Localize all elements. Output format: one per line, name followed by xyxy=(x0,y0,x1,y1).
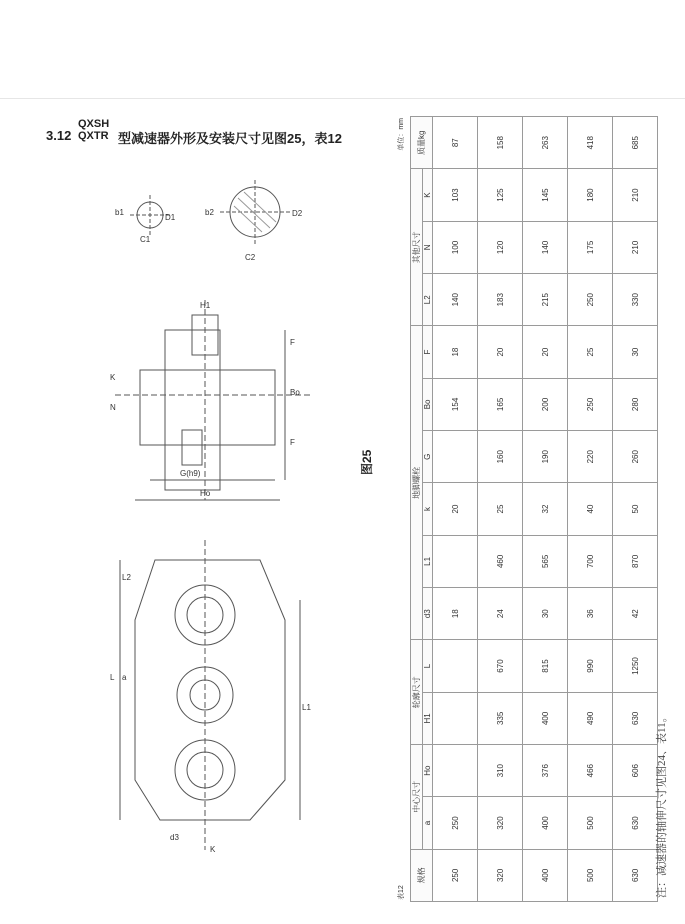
anchor-header: 地脚螺栓 xyxy=(411,326,423,640)
table-cell: 30 xyxy=(613,326,658,378)
table-cell: 400 xyxy=(523,849,568,901)
table-cell xyxy=(433,535,478,587)
table-cell: 630 xyxy=(613,797,658,849)
table-cell: 400 xyxy=(523,692,568,744)
table-cell xyxy=(433,692,478,744)
table-cell: 20 xyxy=(433,483,478,535)
table-cell: 140 xyxy=(433,274,478,326)
table-note: 注：减速器的轴伸尺寸见图24、表11。 xyxy=(656,711,668,898)
table-cell: 630 xyxy=(613,692,658,744)
label-f2: F xyxy=(290,338,295,347)
table-number: 表12 xyxy=(398,885,405,900)
table-cell: 260 xyxy=(613,431,658,483)
table-cell: 25 xyxy=(478,483,523,535)
table-cell: 25 xyxy=(568,326,613,378)
label-h1: H1 xyxy=(200,301,211,310)
section-number: 3.12 xyxy=(46,128,72,143)
table-cell: 320 xyxy=(478,849,523,901)
table-cell: 320 xyxy=(478,797,523,849)
col-header: L2 xyxy=(423,274,433,326)
model-names xyxy=(78,118,109,142)
table-cell: 18 xyxy=(433,326,478,378)
table-cell: 400 xyxy=(523,797,568,849)
table-cell: 418 xyxy=(568,117,613,169)
label-d2: D2 xyxy=(292,209,303,218)
table-cell: 700 xyxy=(568,535,613,587)
table-cell: 32 xyxy=(523,483,568,535)
table-cell xyxy=(433,745,478,797)
label-b1: b1 xyxy=(115,208,124,217)
table-cell: 220 xyxy=(568,431,613,483)
table-cell: 815 xyxy=(523,640,568,692)
table-cell: 36 xyxy=(568,588,613,640)
mass-header: 质量kg xyxy=(411,117,433,169)
label-l: L xyxy=(110,673,115,682)
table-cell: 670 xyxy=(478,640,523,692)
table-cell: 100 xyxy=(433,221,478,273)
side-view xyxy=(115,300,310,500)
col-header: a xyxy=(423,797,433,849)
table-cell: 215 xyxy=(523,274,568,326)
col-header: Ho xyxy=(423,745,433,797)
col-header: N xyxy=(423,221,433,273)
table-cell: 990 xyxy=(568,640,613,692)
table-cell: 40 xyxy=(568,483,613,535)
label-k: K xyxy=(110,373,116,382)
table-cell: 145 xyxy=(523,169,568,221)
table-cell: 490 xyxy=(568,692,613,744)
page-divider xyxy=(0,98,685,99)
label-d3: d3 xyxy=(170,833,179,842)
table-unit: 单位：mm xyxy=(398,118,405,151)
table-cell: 183 xyxy=(478,274,523,326)
table-cell: 1250 xyxy=(613,640,658,692)
col-header: K xyxy=(423,169,433,221)
label-bo: Bo xyxy=(290,388,300,397)
table-row xyxy=(523,117,568,902)
table-row xyxy=(433,117,478,902)
model-bottom: QXTR xyxy=(78,130,109,142)
table-cell: 210 xyxy=(613,221,658,273)
table-cell: 50 xyxy=(613,483,658,535)
table-cell: 30 xyxy=(523,588,568,640)
table-cell: 210 xyxy=(613,169,658,221)
table-cell: 376 xyxy=(523,745,568,797)
table-cell: 250 xyxy=(433,797,478,849)
model-top: QXSH xyxy=(78,118,110,130)
table-cell: 466 xyxy=(568,745,613,797)
reducer-drawing xyxy=(110,180,320,860)
label-f1: F xyxy=(290,438,295,447)
table-cell: 140 xyxy=(523,221,568,273)
table-cell: 606 xyxy=(613,745,658,797)
table-cell: 160 xyxy=(478,431,523,483)
table-cell: 870 xyxy=(613,535,658,587)
col-header: k xyxy=(423,483,433,535)
col-header: d3 xyxy=(423,588,433,640)
table-cell: 18 xyxy=(433,588,478,640)
table-cell: 460 xyxy=(478,535,523,587)
label-d1: D1 xyxy=(165,213,176,222)
table-cell: 685 xyxy=(613,117,658,169)
table-cell: 500 xyxy=(568,849,613,901)
table-cell: 120 xyxy=(478,221,523,273)
table-row xyxy=(613,117,658,902)
table-cell: 158 xyxy=(478,117,523,169)
table-cell: 330 xyxy=(613,274,658,326)
label-a: a xyxy=(122,673,127,682)
other-header: 其他尺寸 xyxy=(411,169,423,326)
table-cell: 263 xyxy=(523,117,568,169)
table-cell: 180 xyxy=(568,169,613,221)
table-cell: 154 xyxy=(433,378,478,430)
table-cell: 24 xyxy=(478,588,523,640)
label-l2: L2 xyxy=(122,573,131,582)
label-l1: L1 xyxy=(302,703,311,712)
table-cell: 175 xyxy=(568,221,613,273)
col-header: H1 xyxy=(423,692,433,744)
label-c1: C1 xyxy=(140,235,151,244)
figure-caption: 图25 xyxy=(360,449,374,475)
table-cell: 500 xyxy=(568,797,613,849)
table-cell: 335 xyxy=(478,692,523,744)
rotated-table xyxy=(398,116,658,902)
table-cell: 565 xyxy=(523,535,568,587)
table-cell: 87 xyxy=(433,117,478,169)
table-cell: 20 xyxy=(478,326,523,378)
table-cell: 250 xyxy=(433,849,478,901)
label-c2: C2 xyxy=(245,253,256,262)
table-cell xyxy=(433,640,478,692)
front-view xyxy=(120,540,300,850)
col-header: L xyxy=(423,640,433,692)
col-header: Bo xyxy=(423,378,433,430)
table-row xyxy=(568,117,613,902)
col-header: L1 xyxy=(423,535,433,587)
label-ho: Ho xyxy=(200,489,211,498)
outline-header: 轮廓尺寸 xyxy=(411,640,423,745)
table-cell: 42 xyxy=(613,588,658,640)
table-cell: 310 xyxy=(478,745,523,797)
spec-header: 规格 xyxy=(411,849,433,901)
table-cell: 103 xyxy=(433,169,478,221)
center-header: 中心尺寸 xyxy=(411,745,423,850)
label-n: N xyxy=(110,403,116,412)
dimension-table xyxy=(410,116,658,902)
col-header: F xyxy=(423,326,433,378)
table-cell: 630 xyxy=(613,849,658,901)
table-row xyxy=(478,117,523,902)
table-cell xyxy=(433,431,478,483)
label-g: G(h9) xyxy=(180,469,201,478)
table-cell: 280 xyxy=(613,378,658,430)
col-header: G xyxy=(423,431,433,483)
label-k2: K xyxy=(210,845,216,854)
table-cell: 190 xyxy=(523,431,568,483)
table-cell: 165 xyxy=(478,378,523,430)
table-cell: 125 xyxy=(478,169,523,221)
label-b2: b2 xyxy=(205,208,214,217)
table-cell: 200 xyxy=(523,378,568,430)
section-title: 型减速器外形及安装尺寸见图25，表12 xyxy=(118,131,342,146)
table-cell: 250 xyxy=(568,274,613,326)
table-cell: 20 xyxy=(523,326,568,378)
table-cell: 250 xyxy=(568,378,613,430)
